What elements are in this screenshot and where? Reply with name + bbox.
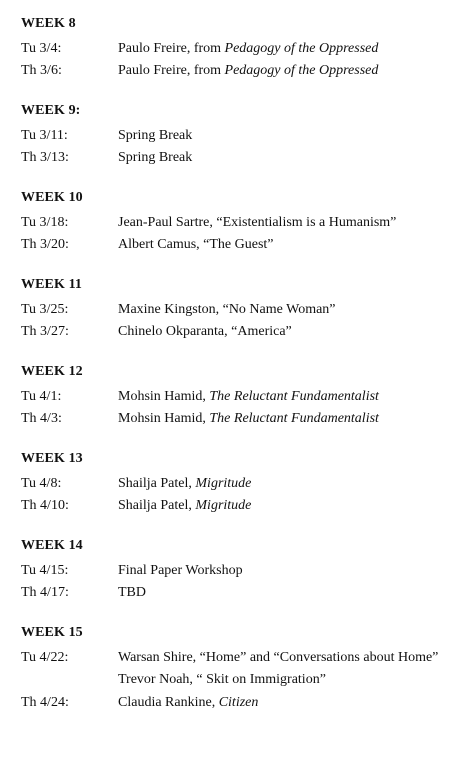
reading-text: Mohsin Hamid, <box>118 411 210 426</box>
week-heading: WEEK 12 <box>21 364 83 379</box>
schedule-row <box>21 299 464 322</box>
week-section <box>21 537 464 605</box>
reading-assignment <box>118 299 464 322</box>
session-date <box>21 669 118 692</box>
week-section <box>21 450 464 518</box>
session-date: Th 4/24: <box>21 694 69 710</box>
reading-text: Mohsin Hamid, <box>118 388 210 404</box>
reading-text: Warsan Shire, “Home” and “Conversations about Home” <box>118 649 439 665</box>
reading-title: Migritude <box>195 475 252 491</box>
reading-text: TBD <box>118 585 146 600</box>
reading-assignment <box>118 473 464 496</box>
reading-text: Spring Break <box>118 127 193 143</box>
week-heading: WEEK 8 <box>21 16 76 31</box>
reading-text: Shailja Patel, <box>118 475 196 491</box>
schedule-row <box>21 147 464 170</box>
reading-title: The Reluctant Fundamentalist <box>209 388 379 404</box>
session-date: Th 3/27: <box>21 324 69 339</box>
week-section <box>21 15 464 83</box>
reading-title: The Reluctant Fundamentalist <box>209 411 379 426</box>
reading-text: Paulo Freire, from <box>118 40 225 56</box>
session-date: Th 3/20: <box>21 237 69 252</box>
session-date: Th 4/10: <box>21 498 69 513</box>
reading-assignment <box>118 212 464 235</box>
reading-title: Pedagogy of the Oppressed <box>224 40 379 56</box>
session-date: Tu 3/25: <box>21 301 69 317</box>
reading-assignment <box>118 60 464 83</box>
session-date: Tu 3/4: <box>21 40 62 56</box>
schedule-row <box>21 234 464 257</box>
reading-text: Paulo Freire, from <box>118 63 225 78</box>
reading-assignment <box>118 321 464 344</box>
schedule-row <box>21 669 464 692</box>
session-date: Th 3/6: <box>21 63 62 78</box>
session-date: Tu 3/18: <box>21 214 69 230</box>
session-date: Tu 4/22: <box>21 649 69 665</box>
reading-text: Jean-Paul Sartre, “Existentialism is a Humanism” <box>118 214 397 230</box>
reading-assignment <box>118 147 464 170</box>
schedule-row <box>21 692 464 715</box>
reading-assignment <box>118 38 464 61</box>
session-date: Tu 4/8: <box>21 475 62 491</box>
week-heading: WEEK 9: <box>21 103 81 118</box>
reading-title: Citizen <box>218 694 259 710</box>
reading-assignment <box>118 234 464 257</box>
session-date: Th 4/3: <box>21 411 62 426</box>
week-heading: WEEK 13 <box>21 451 83 466</box>
reading-text: Chinelo Okparanta, “America” <box>118 324 292 339</box>
reading-title: Pedagogy of the Oppressed <box>224 63 379 78</box>
reading-title: Migritude <box>195 498 252 513</box>
week-section <box>21 276 464 344</box>
reading-text: Final Paper Workshop <box>118 562 243 578</box>
week-heading: WEEK 14 <box>21 538 83 553</box>
reading-assignment <box>118 582 464 605</box>
week-section <box>21 102 464 170</box>
schedule-row <box>21 321 464 344</box>
reading-assignment <box>118 560 464 583</box>
session-date: Th 4/17: <box>21 585 69 600</box>
session-date: Tu 4/1: <box>21 388 62 404</box>
session-date: Th 3/13: <box>21 150 69 165</box>
session-date: Tu 3/11: <box>21 127 68 143</box>
schedule-row <box>21 38 464 61</box>
reading-assignment <box>118 692 464 715</box>
schedule-row <box>21 125 464 148</box>
schedule-row <box>21 60 464 83</box>
reading-text: Spring Break <box>118 150 193 165</box>
session-date: Tu 4/15: <box>21 562 69 578</box>
schedule-row <box>21 212 464 235</box>
reading-text: Albert Camus, “The Guest” <box>118 237 274 252</box>
reading-assignment <box>118 669 464 692</box>
reading-text: Maxine Kingston, “No Name Woman” <box>118 301 336 317</box>
reading-text: Trevor Noah, “ Skit on Immigration” <box>118 672 326 687</box>
week-section <box>21 363 464 431</box>
schedule-row <box>21 582 464 605</box>
week-heading: WEEK 10 <box>21 190 83 205</box>
reading-text: Shailja Patel, <box>118 498 196 513</box>
reading-assignment <box>118 125 464 148</box>
week-section <box>21 624 464 714</box>
schedule-row <box>21 408 464 431</box>
reading-text: Claudia Rankine, <box>118 694 219 710</box>
reading-assignment <box>118 408 464 431</box>
reading-assignment <box>118 647 464 670</box>
schedule-row <box>21 386 464 409</box>
schedule-row <box>21 473 464 496</box>
reading-assignment <box>118 495 464 518</box>
schedule-row <box>21 647 464 670</box>
schedule-row <box>21 560 464 583</box>
week-section <box>21 189 464 257</box>
week-heading: WEEK 11 <box>21 277 82 292</box>
week-heading: WEEK 15 <box>21 625 83 640</box>
reading-assignment <box>118 386 464 409</box>
schedule-row <box>21 495 464 518</box>
